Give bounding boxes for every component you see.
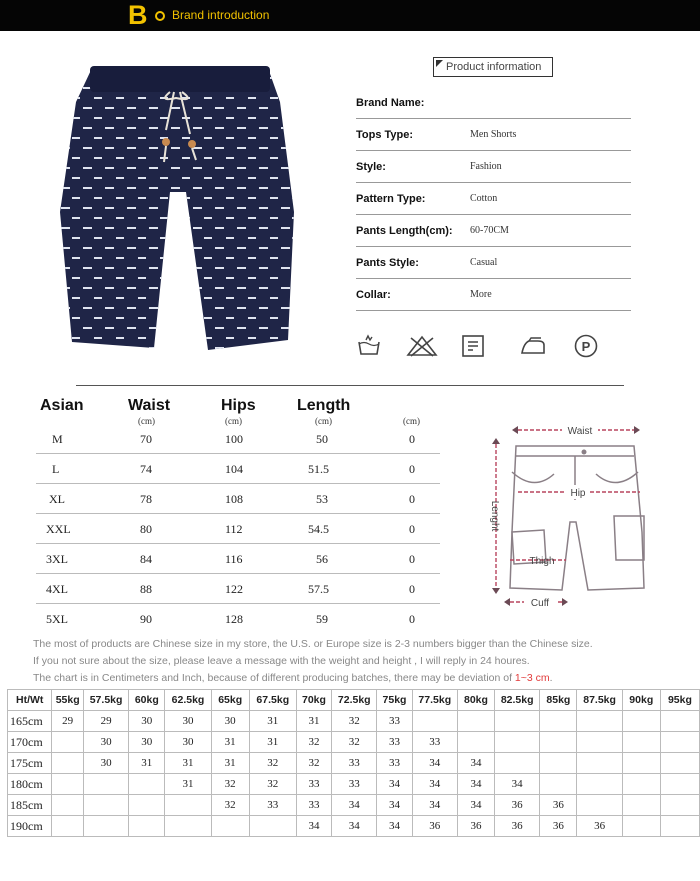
brand-title: Brand introduction: [172, 8, 270, 22]
note-deviation-range: 1~3 cm: [514, 672, 550, 684]
grid-cell: [165, 816, 211, 837]
grid-weight-header: 85kg: [540, 690, 577, 711]
dry-clean-letter: P: [581, 339, 591, 354]
info-row-pattern-type: [356, 183, 631, 215]
diagram-label-length: Lenght: [489, 500, 500, 532]
grid-cell: 31: [211, 753, 249, 774]
grid-header-row: [8, 690, 700, 711]
height-weight-grid: [7, 689, 700, 837]
grid-cell: 34: [412, 774, 457, 795]
size-unit-extra: (cm): [403, 416, 420, 426]
grid-cell: [52, 753, 84, 774]
grid-cell: [577, 774, 622, 795]
size-cell: XXL: [46, 522, 71, 536]
grid-cell: [660, 795, 699, 816]
iron-icon: [519, 334, 547, 358]
grid-cell: [83, 774, 128, 795]
info-label: Brand Name:: [356, 97, 425, 109]
size-header-hips: Hips: [221, 397, 256, 414]
diagram-label-cuff: Cuff: [530, 598, 550, 609]
size-cell: 84: [140, 552, 152, 566]
grid-row-190: [8, 816, 700, 837]
size-header-length: Length: [297, 397, 351, 414]
grid-cell: [83, 816, 128, 837]
size-cell: 0: [409, 492, 415, 506]
size-cell: 4XL: [46, 582, 68, 596]
size-cell: 3XL: [46, 552, 68, 566]
grid-weight-header: 67.5kg: [249, 690, 296, 711]
grid-weight-header: 60kg: [129, 690, 165, 711]
grid-cell: 34: [495, 774, 540, 795]
grid-cell: [622, 732, 660, 753]
diagram-label-thigh: Thigh: [529, 556, 555, 567]
grid-cell: 34: [457, 795, 494, 816]
grid-cell: [577, 711, 622, 732]
grid-cell: 33: [377, 711, 412, 732]
dry-clean-icon: [574, 334, 598, 358]
grid-cell: [457, 732, 494, 753]
grid-cell: 30: [129, 732, 165, 753]
size-cell: 0: [409, 522, 415, 536]
grid-cell: [540, 753, 577, 774]
grid-cell: 30: [129, 711, 165, 732]
grid-cell: 31: [129, 753, 165, 774]
grid-weight-header: 87.5kg: [577, 690, 622, 711]
info-label: Style:: [356, 161, 386, 173]
size-cell: 74: [140, 462, 152, 476]
no-bleach-icon: [406, 334, 438, 358]
grid-corner: Ht/Wt: [8, 690, 52, 711]
section-divider: [76, 385, 624, 386]
info-row-collar: [356, 279, 631, 311]
size-unit-length: (cm): [315, 416, 332, 426]
grid-cell: [577, 795, 622, 816]
grid-cell: 34: [412, 795, 457, 816]
diagram-label-hip: Hip: [570, 488, 586, 499]
grid-cell: 34: [296, 816, 331, 837]
brand-letter: B: [128, 0, 148, 30]
info-row-style: [356, 151, 631, 183]
info-label: Pattern Type:: [356, 193, 426, 205]
brand-header: [0, 0, 700, 31]
grid-cell: [129, 774, 165, 795]
grid-height: 180cm: [8, 774, 52, 795]
grid-cell: 31: [249, 732, 296, 753]
grid-cell: 32: [332, 711, 377, 732]
info-label: Pants Style:: [356, 257, 419, 269]
grid-cell: 34: [457, 753, 494, 774]
grid-row-185: [8, 795, 700, 816]
grid-cell: [622, 816, 660, 837]
info-label: Collar:: [356, 289, 391, 301]
grid-cell: [622, 753, 660, 774]
grid-weight-header: 90kg: [622, 690, 660, 711]
grid-height: 175cm: [8, 753, 52, 774]
size-row-l: [36, 454, 440, 484]
grid-cell: 29: [83, 711, 128, 732]
grid-weight-header: 72.5kg: [332, 690, 377, 711]
size-row-4xl: [36, 574, 440, 604]
grid-cell: [52, 774, 84, 795]
size-cell: XL: [49, 492, 65, 506]
grid-cell: 29: [52, 711, 84, 732]
grid-cell: 31: [296, 711, 331, 732]
grid-weight-header: 70kg: [296, 690, 331, 711]
grid-cell: 32: [211, 774, 249, 795]
grid-cell: [495, 753, 540, 774]
size-unit-waist: (cm): [138, 416, 155, 426]
grid-cell: 32: [296, 732, 331, 753]
grid-cell: 34: [332, 795, 377, 816]
grid-weight-header: 82.5kg: [495, 690, 540, 711]
diagram-label-waist: Waist: [567, 426, 593, 437]
grid-cell: [52, 795, 84, 816]
grid-cell: [577, 753, 622, 774]
size-cell: 59: [316, 612, 328, 626]
grid-cell: [622, 711, 660, 732]
grid-cell: [495, 732, 540, 753]
grid-cell: [660, 753, 699, 774]
grid-cell: 34: [457, 774, 494, 795]
grid-cell: 32: [211, 795, 249, 816]
grid-row-170: [8, 732, 700, 753]
size-cell: 116: [225, 552, 243, 566]
info-row-pants-length: [356, 215, 631, 247]
note-deviation: [33, 672, 553, 684]
size-row-xxl: [36, 514, 440, 544]
grid-cell: [412, 711, 457, 732]
note-deviation-end: .: [549, 672, 553, 684]
grid-cell: 33: [332, 753, 377, 774]
size-cell: 112: [225, 522, 243, 536]
grid-weight-header: 95kg: [660, 690, 699, 711]
measurement-diagram: [484, 412, 664, 620]
grid-cell: 33: [249, 795, 296, 816]
grid-weight-header: 75kg: [377, 690, 412, 711]
grid-weight-header: 62.5kg: [165, 690, 211, 711]
grid-cell: [660, 711, 699, 732]
info-value: Cotton: [470, 193, 498, 204]
size-row-5xl: [36, 604, 440, 634]
size-cell: 108: [225, 492, 243, 506]
size-cell: 128: [225, 612, 243, 626]
grid-weight-header: 57.5kg: [83, 690, 128, 711]
info-row-pants-style: [356, 247, 631, 279]
grid-cell: [540, 732, 577, 753]
grid-cell: 32: [296, 753, 331, 774]
grid-cell: [211, 816, 249, 837]
grid-cell: 30: [211, 711, 249, 732]
grid-cell: [52, 816, 84, 837]
info-row-tops-type: [356, 119, 631, 151]
size-cell: 100: [225, 432, 243, 446]
product-info-tag-label: Product information: [446, 61, 542, 73]
size-cell: 122: [225, 582, 243, 596]
tumble-dry-icon: [461, 334, 485, 358]
size-cell: L: [52, 462, 60, 476]
grid-row-180: [8, 774, 700, 795]
grid-cell: [540, 774, 577, 795]
grid-cell: 34: [332, 816, 377, 837]
grid-cell: 36: [495, 816, 540, 837]
size-cell: 104: [225, 462, 243, 476]
grid-cell: 36: [457, 816, 494, 837]
grid-cell: 36: [495, 795, 540, 816]
grid-cell: 30: [165, 732, 211, 753]
note-size-info: The most of products are Chinese size in my store, the U.S. or Europe size is 2-3 numbers bigger than the Chinese size.: [33, 638, 593, 650]
grid-cell: 30: [165, 711, 211, 732]
grid-weight-header: 77.5kg: [412, 690, 457, 711]
grid-cell: [660, 816, 699, 837]
grid-cell: 31: [211, 732, 249, 753]
size-cell: M: [52, 432, 63, 446]
size-row-m: [36, 424, 440, 454]
grid-cell: 33: [296, 774, 331, 795]
brand-dot-icon: [155, 11, 165, 21]
grid-cell: 32: [332, 732, 377, 753]
grid-cell: 36: [540, 816, 577, 837]
grid-cell: 33: [377, 732, 412, 753]
size-cell: 80: [140, 522, 152, 536]
grid-cell: 34: [377, 816, 412, 837]
size-cell: 57.5: [308, 582, 329, 596]
grid-cell: [577, 732, 622, 753]
grid-cell: 33: [296, 795, 331, 816]
grid-cell: [622, 795, 660, 816]
grid-cell: 31: [165, 774, 211, 795]
grid-cell: [52, 732, 84, 753]
grid-cell: 36: [577, 816, 622, 837]
grid-cell: [129, 816, 165, 837]
size-cell: 70: [140, 432, 152, 446]
grid-cell: [457, 711, 494, 732]
grid-cell: 32: [249, 774, 296, 795]
grid-cell: [249, 816, 296, 837]
grid-weight-header: 65kg: [211, 690, 249, 711]
size-cell: 56: [316, 552, 328, 566]
grid-row-165: [8, 711, 700, 732]
tag-corner-icon: [436, 60, 443, 67]
grid-cell: 33: [332, 774, 377, 795]
info-label: Pants Length(cm):: [356, 225, 453, 237]
grid-cell: 30: [83, 753, 128, 774]
size-header-asian: Asian: [40, 397, 84, 414]
size-cell: 51.5: [308, 462, 329, 476]
grid-cell: [622, 774, 660, 795]
size-cell: 78: [140, 492, 152, 506]
grid-cell: [129, 795, 165, 816]
info-value: Men Shorts: [470, 129, 517, 140]
grid-cell: 33: [412, 732, 457, 753]
grid-height: 190cm: [8, 816, 52, 837]
info-value: 60-70CM: [470, 225, 509, 236]
product-image-shorts: [58, 62, 296, 354]
info-value: Casual: [470, 257, 498, 268]
info-value: More: [470, 289, 492, 300]
size-row-xl: [36, 484, 440, 514]
size-cell: 0: [409, 612, 415, 626]
grid-cell: [165, 795, 211, 816]
grid-weight-header: 55kg: [52, 690, 84, 711]
grid-height: 185cm: [8, 795, 52, 816]
grid-cell: 34: [377, 774, 412, 795]
grid-cell: [660, 774, 699, 795]
grid-cell: 31: [165, 753, 211, 774]
size-unit-hips: (cm): [225, 416, 242, 426]
size-cell: 54.5: [308, 522, 329, 536]
grid-height: 170cm: [8, 732, 52, 753]
grid-height: 165cm: [8, 711, 52, 732]
info-label: Tops Type:: [356, 129, 414, 141]
product-info-tag: [433, 57, 553, 77]
hand-wash-icon: [357, 334, 381, 358]
size-cell: 90: [140, 612, 152, 626]
grid-cell: 36: [540, 795, 577, 816]
size-cell: 5XL: [46, 612, 68, 626]
grid-cell: [660, 732, 699, 753]
size-header-waist: Waist: [128, 397, 171, 414]
grid-cell: 34: [412, 753, 457, 774]
note-deviation-text: The chart is in Centimeters and Inch, because of different producing batches, there may be deviation of: [33, 672, 515, 684]
grid-cell: 30: [83, 732, 128, 753]
grid-cell: [540, 711, 577, 732]
grid-cell: 34: [377, 795, 412, 816]
size-cell: 50: [316, 432, 328, 446]
note-contact: If you not sure about the size, please leave a message with the weight and height , I will reply in 24 houres.: [33, 655, 530, 667]
size-cell: 0: [409, 552, 415, 566]
grid-cell: [495, 711, 540, 732]
grid-weight-header: 80kg: [457, 690, 494, 711]
info-value: Fashion: [470, 161, 502, 172]
grid-cell: 33: [377, 753, 412, 774]
size-cell: 53: [316, 492, 328, 506]
grid-cell: [83, 795, 128, 816]
size-row-3xl: [36, 544, 440, 574]
size-cell: 0: [409, 432, 415, 446]
grid-cell: 32: [249, 753, 296, 774]
grid-cell: 36: [412, 816, 457, 837]
grid-row-175: [8, 753, 700, 774]
size-cell: 0: [409, 582, 415, 596]
info-row-brand-name: [356, 87, 631, 119]
size-cell: 0: [409, 462, 415, 476]
grid-cell: 31: [249, 711, 296, 732]
size-cell: 88: [140, 582, 152, 596]
